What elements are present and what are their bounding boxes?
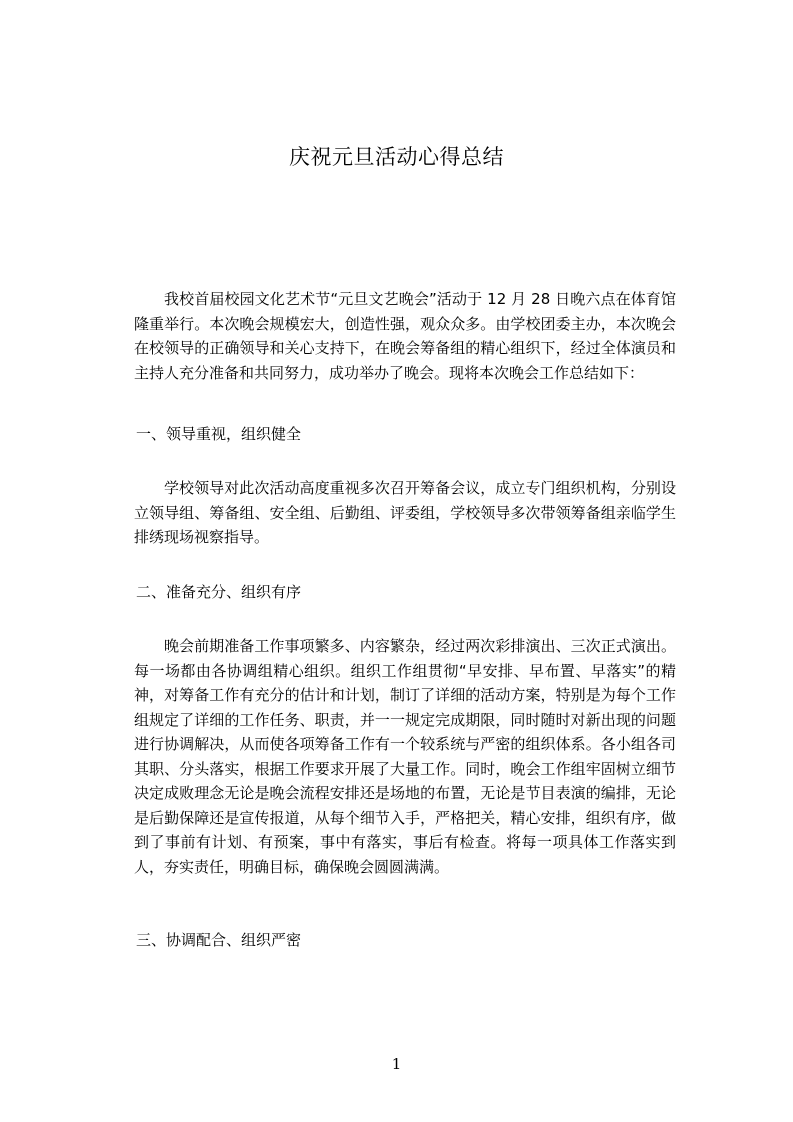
page-number: 1 bbox=[391, 1055, 402, 1073]
section-1-body bbox=[134, 476, 676, 550]
section-3 bbox=[134, 928, 676, 953]
paragraph-text: 学校领导对此次活动高度重视多次召开筹备会议，成立专门组织机构，分别设立领导组、筹备组、安全组、后勤组、评委组，学校领导多次带领筹备组亲临学生排绣现场视察指导。 bbox=[134, 479, 676, 546]
intro-paragraph bbox=[134, 287, 676, 385]
section-heading: 一、领导重视，组织健全 bbox=[136, 425, 302, 443]
section-1 bbox=[134, 422, 676, 447]
document-title: 庆祝元旦活动心得总结 bbox=[289, 145, 504, 169]
paragraph-text: 我校首届校园文化艺术节“元旦文艺晚会”活动于 12 月 28 日晚六点在体育馆隆重举行。本次晚会规模宏大，创造性强，观众众多。由学校团委主办，本次晚会在校领导的正确领导和关心支持下，在晚会筹备组的精心组织下，经过全体演员和主持人充分准备和共同努力，成功举办了晚会。现将本次晚会工作总结如下： bbox=[134, 290, 676, 382]
paragraph-text: 晚会前期准备工作事项繁多、内容繁杂，经过两次彩排演出、三次正式演出。每一场都由各协调组精心组织。组织工作组贯彻“早安排、早布置、早落实”的精神，对筹备工作有充分的估计和计划，制订了详细的活动方案，特别是为每个工作组规定了详细的工作任务、职责，并一一规定完成期限，同时随时对新出现的问题进行协调解决，从而使各项筹备工作有一个较系统与严密的组织体系。各小组各司其职、分头落实，根据工作要求开展了大量工作。同时，晚会工作组牢固树立细节决定成败理念无论是晚会流程安排还是场地的布置，无论是节目表演的编排，无论是后勤保障还是宣传报道，从每个细节入手，严格把关，精心安排，组织有序，做到了事前有计划、有预案，事中有落实，事后有检查。将每一项具体工作落实到人，夯实责任，明确目标，确保晚会圆圆满满。 bbox=[134, 637, 676, 876]
section-heading: 二、准备充分、组织有序 bbox=[136, 583, 302, 601]
section-2-body bbox=[134, 634, 676, 879]
section-heading: 三、协调配合、组织严密 bbox=[136, 931, 302, 949]
section-2 bbox=[134, 580, 676, 605]
